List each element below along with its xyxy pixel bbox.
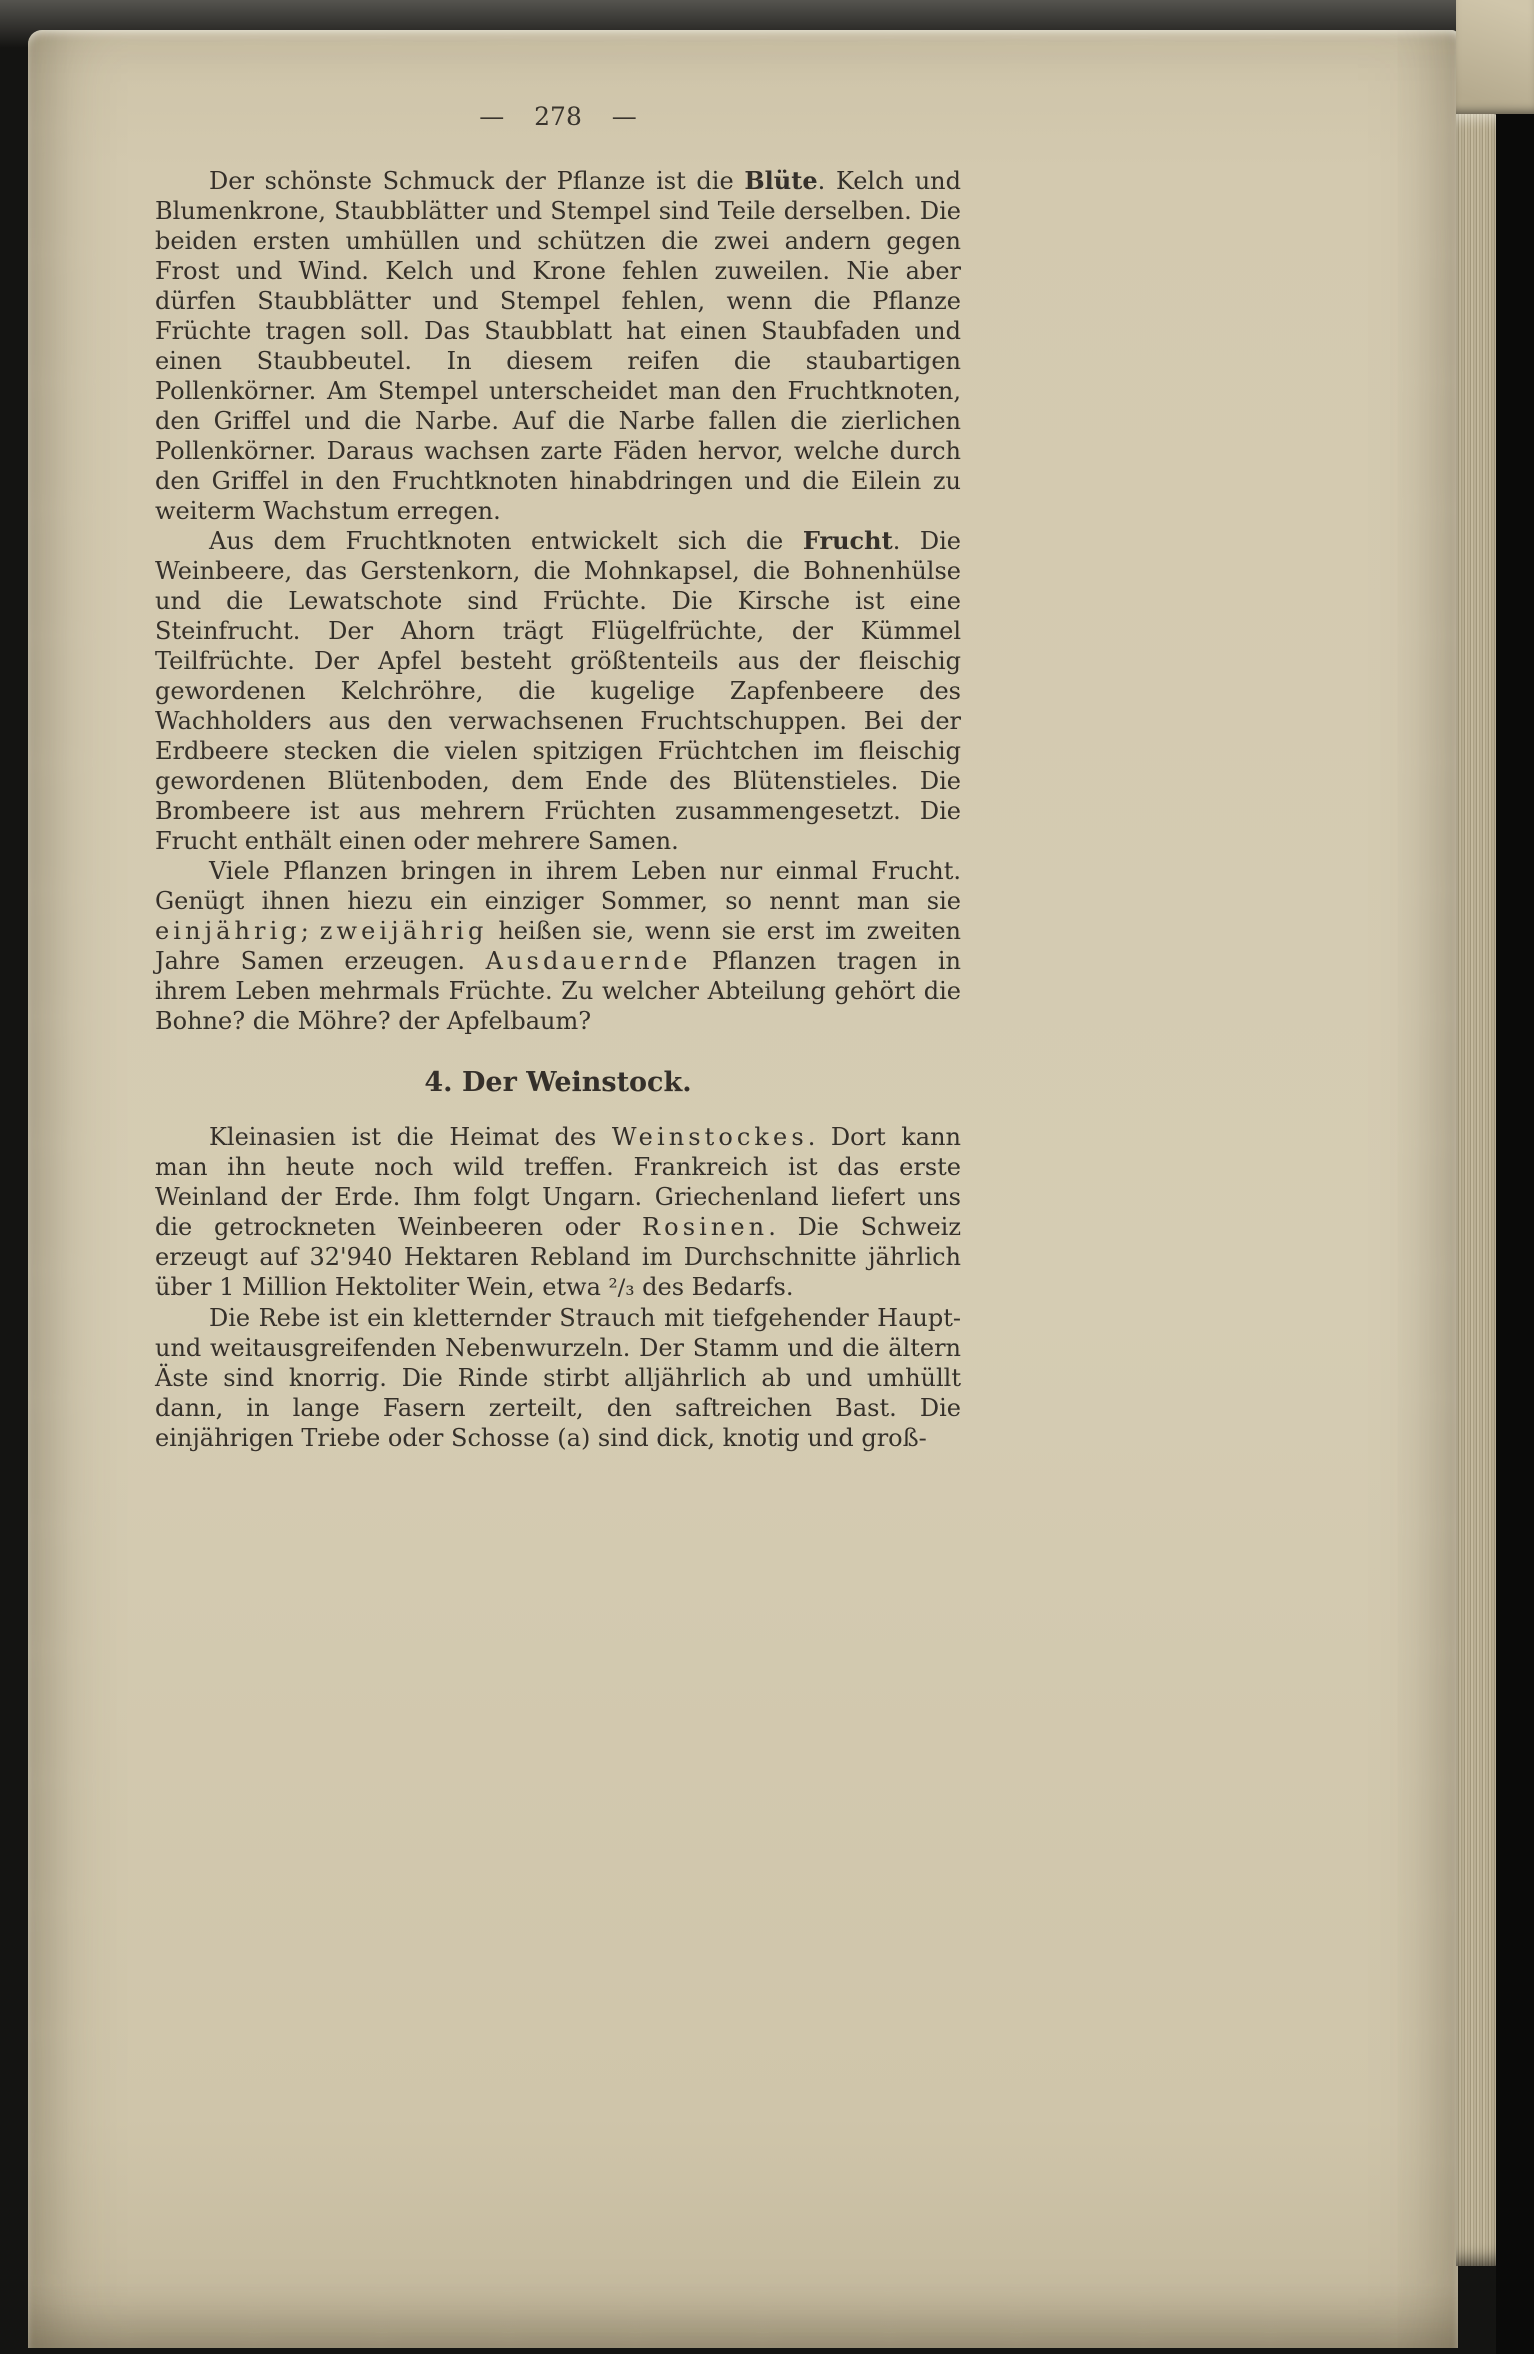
text-segment: Blüte — [744, 166, 818, 195]
text-segment: des Bedarfs. — [634, 1273, 794, 1301]
page-stack-edge — [1456, 114, 1498, 2266]
paragraph — [155, 166, 961, 526]
text-segment: 4. Der Weinstock. — [424, 1067, 692, 1098]
text-segment: heißen sie, wenn sie erst im zweiten Jahre Samen erzeugen. — [155, 917, 961, 975]
paragraph — [155, 856, 961, 1036]
paragraph — [155, 1303, 961, 1453]
book-page — [28, 30, 1458, 2348]
text-segment: Weinstockes — [611, 1123, 808, 1151]
text-segment: Ausdauernde — [485, 947, 692, 975]
text-segment: Viele Pflanzen bringen in ihrem Leben nur einmal Frucht. Genügt ihnen hiezu ein einziger Sommer, so nennt man sie — [155, 857, 961, 915]
text-segment: zweijährig — [319, 917, 488, 945]
page-number: — 278 — — [479, 102, 637, 131]
text-segment: Der schönste Schmuck der Pflanze ist die — [209, 167, 745, 195]
text-segment: ; — [300, 917, 320, 945]
text-segment: Pflanzen tragen in ihrem Leben mehrmals Früchte. Zu welcher Abteilung gehört die Bohne? die Möhre? der Apfelbaum? — [155, 947, 961, 1035]
right-margin-shadow — [1496, 114, 1534, 2354]
text-segment: . Kelch und Blumenkrone, Staubblätter und Stempel sind Teile derselben. Die beiden ersten umhüllen und schützen die zwei andern gegen Frost und Wind. Kelch und Krone fehlen zuweilen. Nie aber dürfen Staubblätter und Stempel fehlen, wenn die Pflanze Früchte tragen soll. Das Staubblatt hat einen Staubfaden und einen Staubbeutel. In diesem reifen die staubartigen Pollenkörner. Am Stempel unterscheidet man den Fruchtknoten, den Griffel und die Narbe. Auf die Narbe fallen die zierlichen Pollenkörner. Daraus wachsen zarte Fäden hervor, welche durch den Griffel in den Fruchtknoten hinabdringen und die Eilein zu weiterm Wachstum erregen. — [155, 167, 961, 525]
text-segment: Frucht — [802, 526, 893, 555]
text-segment: einjährig — [155, 917, 301, 945]
text-segment: Die Rebe ist ein kletternder Strauch mit tiefgehender Haupt- und weitausgreifenden Nebenwurzeln. Der Stamm und die ältern Äste sind knorrig. Die Rinde stirbt alljährlich ab und umhüllt dann, in lange Fasern zerteilt, den saftreichen Bast. Die einjährigen Triebe oder Schosse (a) sind dick, knotig und groß- — [155, 1304, 961, 1452]
text-segment: ²/₃ — [608, 1275, 635, 1301]
paragraph — [155, 1122, 961, 1303]
paragraph — [155, 526, 961, 856]
text-segment: . Die Weinbeere, das Gerstenkorn, die Mohnkapsel, die Bohnenhülse und die Lewatschote sind Früchte. Die Kirsche ist eine Steinfrucht. Der Ahorn trägt Flügelfrüchte, der Kümmel Teilfrüchte. Der Apfel besteht größtenteils aus der fleischig gewordenen Kelchröhre, die kugelige Zapfenbeere des Wachholders aus den verwachsenen Fruchtschuppen. Bei der Erdbeere stecken die vielen spitzigen Früchtchen im fleischig gewordenen Blütenboden, dem Ende des Blütenstieles. Die Brombeere ist aus mehrern Früchten zusammengesetzt. Die Frucht enthält einen oder mehrere Samen. — [155, 527, 961, 855]
text-block — [155, 88, 961, 1453]
text-segment: . Dort kann man ihn heute noch wild treffen. Frankreich ist das erste Weinland der Erde. Ihm folgt Ungarn. Griechenland liefert uns die getrockneten Weinbeeren oder — [155, 1123, 961, 1241]
text-segment: Aus dem Fruchtknoten entwickelt sich die — [209, 527, 803, 555]
text-segment: . Die Schweiz erzeugt auf 32'940 Hektaren Rebland im Durchschnitte jährlich über 1 Million Hektoliter Wein, etwa — [155, 1213, 961, 1301]
section-heading — [155, 1068, 961, 1098]
text-segment: Kleinasien ist die Heimat des — [209, 1123, 612, 1151]
text-segment: Rosinen — [642, 1213, 769, 1241]
next-page-corner — [1456, 0, 1534, 114]
